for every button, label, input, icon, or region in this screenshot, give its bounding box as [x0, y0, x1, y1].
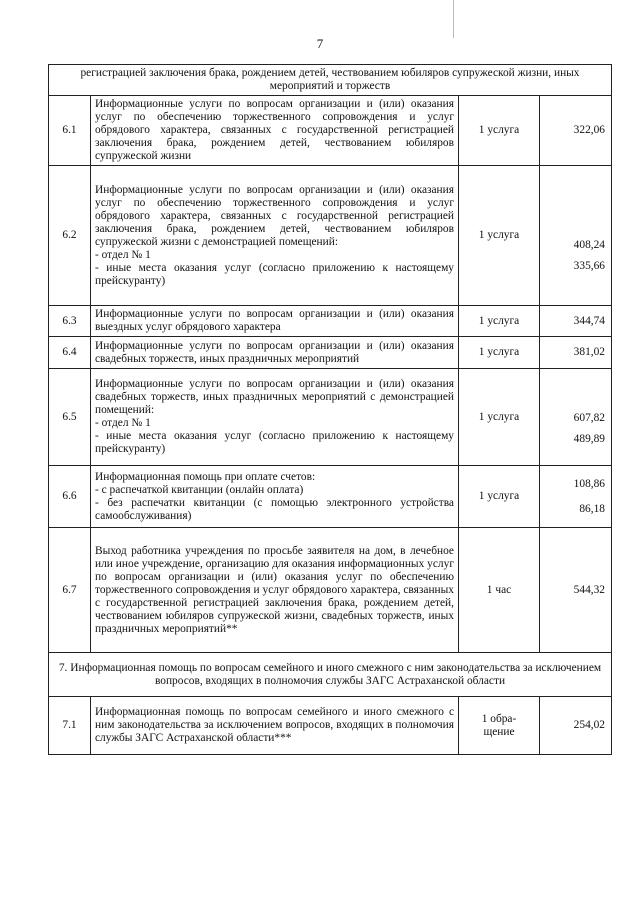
spacer — [543, 252, 605, 260]
row-price: 607,82 — [573, 412, 605, 424]
row-price: 489,89 — [573, 433, 605, 445]
row-number: 6.7 — [49, 528, 91, 653]
row-price: 381,02 — [540, 337, 612, 369]
row-price: 408,24 — [573, 238, 605, 251]
spacer — [543, 199, 605, 239]
row-description-block — [91, 466, 459, 528]
row-description: Информационные услуги по вопросам организации и (или) оказания выездных услуг обрядового характера — [91, 306, 459, 337]
row-unit: 1 час — [459, 528, 540, 653]
row-subitem: - иные места оказания услуг (согласно приложению к настоящему прейскуранту) — [95, 430, 454, 455]
section-header-row — [49, 653, 612, 697]
row-prices — [540, 466, 612, 528]
table-row — [49, 528, 612, 653]
section-continuation-text: регистрацией заключения брака, рождением детей, чествованием юбиляров супружеской жизни, иных мероприятий и торжеств — [49, 65, 612, 96]
row-number: 6.3 — [49, 306, 91, 337]
row-description: Информационная помощь при оплате счетов: — [95, 470, 316, 483]
page-number: 7 — [316, 36, 324, 51]
row-price: 544,32 — [540, 528, 612, 653]
row-description: Информационные услуги по вопросам организации и (или) оказания услуг по обеспечению торжественного сопровождения и услуг обрядового характера, связанных с государственной регистрацией заключения брака, рождением детей, чествованием юбиляров супружеской жизни — [91, 96, 459, 166]
section-7-title: 7. Информационная помощь по вопросам семейного и иного смежного с ним законодательства за исключением вопросов, входящих в полномочия службы ЗАГС Астраханской области — [49, 653, 612, 697]
row-number: 7.1 — [49, 697, 91, 755]
row-subitem: - без распечатки квитанции (с помощью электронного устройства самообслуживания) — [95, 496, 454, 522]
spacer — [543, 425, 605, 433]
row-unit — [459, 697, 540, 755]
row-unit: 1 услуга — [459, 337, 540, 369]
table-row — [49, 369, 612, 466]
row-unit-line: 1 обра- — [481, 712, 517, 725]
row-subitem: - с распечаткой квитанции (онлайн оплата) — [95, 483, 304, 496]
table-row — [49, 697, 612, 755]
table-row — [49, 166, 612, 306]
row-price: 254,02 — [540, 697, 612, 755]
row-description: Информационная помощь по вопросам семейного и иного смежного с ним законодательства за исключением вопросов, входящих в полномочия службы ЗАГС Астраханской области*** — [91, 697, 459, 755]
row-description: Информационные услуги по вопросам организации и (или) оказания свадебных торжеств, иных праздничных мероприятий с демонстрацией помещений: — [95, 378, 454, 416]
spacer — [543, 491, 605, 503]
row-unit: 1 услуга — [459, 306, 540, 337]
row-price: 322,06 — [540, 96, 612, 166]
row-prices — [540, 369, 612, 466]
row-number: 6.2 — [49, 166, 91, 306]
row-unit: 1 услуга — [459, 466, 540, 528]
row-price: 108,86 — [573, 477, 605, 490]
row-number: 6.1 — [49, 96, 91, 166]
row-description-block — [91, 166, 459, 306]
row-subitem: - иные места оказания услуг (согласно приложению к настоящему прейскуранту) — [95, 261, 454, 287]
row-unit-line: щение — [483, 725, 515, 738]
row-unit: 1 услуга — [459, 369, 540, 466]
row-price: 86,18 — [579, 502, 605, 515]
row-description-block — [91, 369, 459, 466]
row-description: Выход работника учреждения по просьбе заявителя на дом, в лечебное или иное учреждение, организацию для оказания информационных услуг по вопросам организации и (или) оказания услуг по обеспечению торжественного сопровождения и услуг обрядового характера, связанных с государственной регистрацией заключения брака, рождением детей, чествованием юбиляров супружеской жизни, свадебных торжеств, иных праздничных мероприятий** — [91, 528, 459, 653]
row-unit: 1 услуга — [459, 96, 540, 166]
row-number: 6.4 — [49, 337, 91, 369]
row-unit: 1 услуга — [459, 166, 540, 306]
table-row — [49, 96, 612, 166]
row-number: 6.6 — [49, 466, 91, 528]
section-continuation-row — [49, 65, 612, 96]
table-row — [49, 306, 612, 337]
row-description: Информационные услуги по вопросам организации и (или) оказания услуг по обеспечению торжественного сопровождения и услуг обрядового характера, связанных с государственной регистрацией заключения брака, рождением детей, чествованием юбиляров супружеской жизни с демонстрацией помещений: — [95, 183, 454, 248]
table-row — [49, 466, 612, 528]
row-price: 344,74 — [540, 306, 612, 337]
row-prices — [540, 166, 612, 306]
scan-artifact-line — [453, 0, 454, 38]
row-subitem: - отдел № 1 — [95, 248, 151, 261]
row-number: 6.5 — [49, 369, 91, 466]
row-subitem: - отдел № 1 — [95, 417, 151, 429]
row-price: 335,66 — [573, 259, 605, 272]
table-row — [49, 337, 612, 369]
row-description: Информационные услуги по вопросам организации и (или) оказания свадебных торжеств, иных праздничных мероприятий — [91, 337, 459, 369]
spacer — [543, 388, 605, 412]
price-list-table — [48, 64, 612, 755]
